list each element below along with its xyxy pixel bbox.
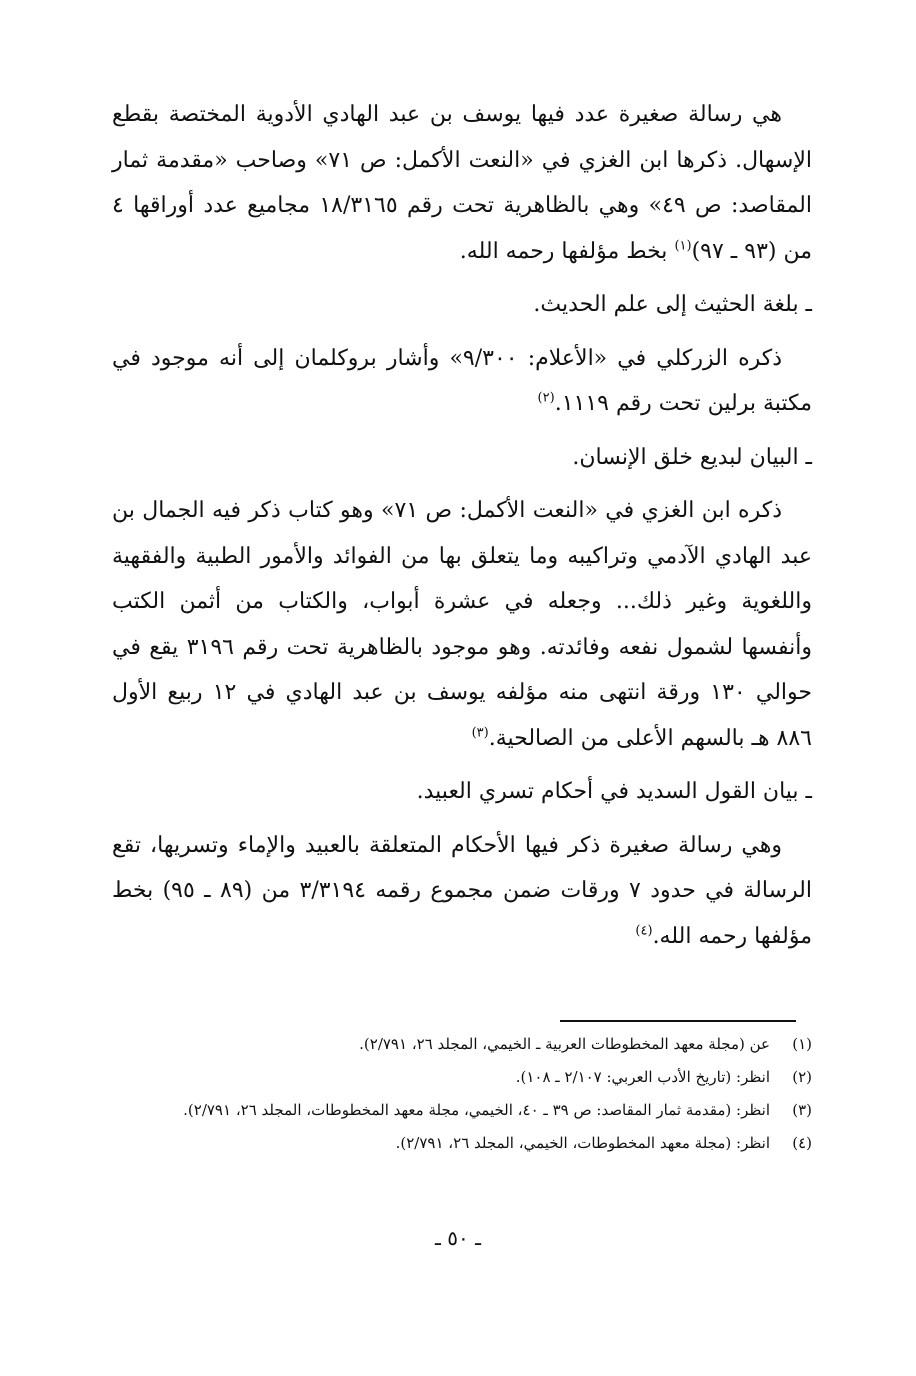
paragraph-text: ذكره الزركلي في «الأعلام: ٩/٣٠٠» وأشار بروكلمان إلى أنه موجود في مكتبة برلين تحت رقم ١١١٩.: [112, 345, 812, 416]
footnote-number: (٤): [792, 1134, 812, 1152]
footnote-1: [112, 1028, 812, 1061]
paragraph-al-bayan: [112, 488, 812, 761]
footnote-text: انظر: (تاريخ الأدب العربي: ٢/١٠٧ ـ ١٠٨).: [515, 1068, 770, 1086]
title-bayan-al-qawl: ـ بيان القول السديد في أحكام تسري العبيد.: [416, 779, 812, 804]
footnote-ref: (٣): [471, 725, 489, 741]
footnote-number: (٢): [792, 1068, 812, 1086]
paragraph-fever-remedies: [112, 92, 812, 274]
footnote-ref: (١): [674, 238, 692, 254]
page-number: ـ ٥٠ ـ: [435, 1226, 481, 1250]
footnote-2: [112, 1061, 812, 1094]
footnote-number: (٣): [792, 1101, 812, 1119]
footnote-text: انظر: (مجلة معهد المخطوطات، الخيمي، المجلد ٢٦، ٢/٧٩١).: [395, 1134, 770, 1152]
footnote-number: (١): [792, 1035, 812, 1053]
paragraph-bayan-al-qawl: [112, 823, 812, 960]
paragraph-zirikli: [112, 336, 812, 427]
title-bulghat-al-hathith: ـ بلغة الحثيث إلى علم الحديث.: [533, 292, 812, 317]
footnote-text: عن (مجلة معهد المخطوطات العربية ـ الخيمي، المجلد ٢٦، ٢/٧٩١).: [359, 1035, 770, 1053]
paragraph-tail: بخط مؤلفها رحمه الله.: [459, 238, 675, 264]
paragraph-text: هي رسالة صغيرة عدد فيها يوسف بن عبد الهادي الأدوية المختصة بقطع الإسهال. ذكرها ابن الغزي في «النعت الأكمل: ص ٧١» وصاحب «مقدمة ثمار المقاصد: ص ٤٩» وهي بالظاهرية تحت رقم ١٨/٣١٦٥ مجاميع عدد أوراقها ٤ من (٩٣ ـ ٩٧): [112, 102, 812, 264]
footnote-separator: [560, 1020, 796, 1022]
footnote-ref: (٢): [537, 390, 555, 406]
footnote-text: انظر: (مقدمة ثمار المقاصد: ص ٣٩ ـ ٤٠، الخيمي، مجلة معهد المخطوطات، المجلد ٢٦، ٢/٧٩١).: [183, 1101, 770, 1119]
footnotes: [112, 1028, 812, 1160]
main-text: [112, 92, 812, 959]
footnote-ref: (٤): [635, 923, 653, 939]
paragraph-text: ذكره ابن الغزي في «النعت الأكمل: ص ٧١» وهو كتاب ذكر فيه الجمال بن عبد الهادي الآدمي وتراكيبه وما يتعلق بها من الفوائد والأمور الطبية والفقهية واللغوية وغير ذلك... وجعله في عشرة أبواب، والكتاب من أثمن الكتب وأنفسها لشمول نفعه وفائدته. وهو موجود بالظاهرية تحت رقم ٣١٩٦ يقع في حوالي ١٣٠ ورقة انتهى منه مؤلفه يوسف بن عبد الهادي في ١٢ ربيع الأول ٨٨٦ هـ بالسهم الأعلى من الصالحية.: [112, 498, 812, 751]
paragraph-text: وهي رسالة صغيرة ذكر فيها الأحكام المتعلقة بالعبيد والإماء وتسريها، تقع الرسالة في حدود ٧ ورقات ضمن مجموع رقمه ٣/٣١٩٤ من (٨٩ ـ ٩٥) بخط مؤلفها رحمه الله.: [112, 832, 812, 949]
title-al-bayan: ـ البيان لبديع خلق الإنسان.: [572, 444, 812, 470]
footnote-3: [112, 1094, 812, 1127]
footnote-4: [112, 1127, 812, 1160]
